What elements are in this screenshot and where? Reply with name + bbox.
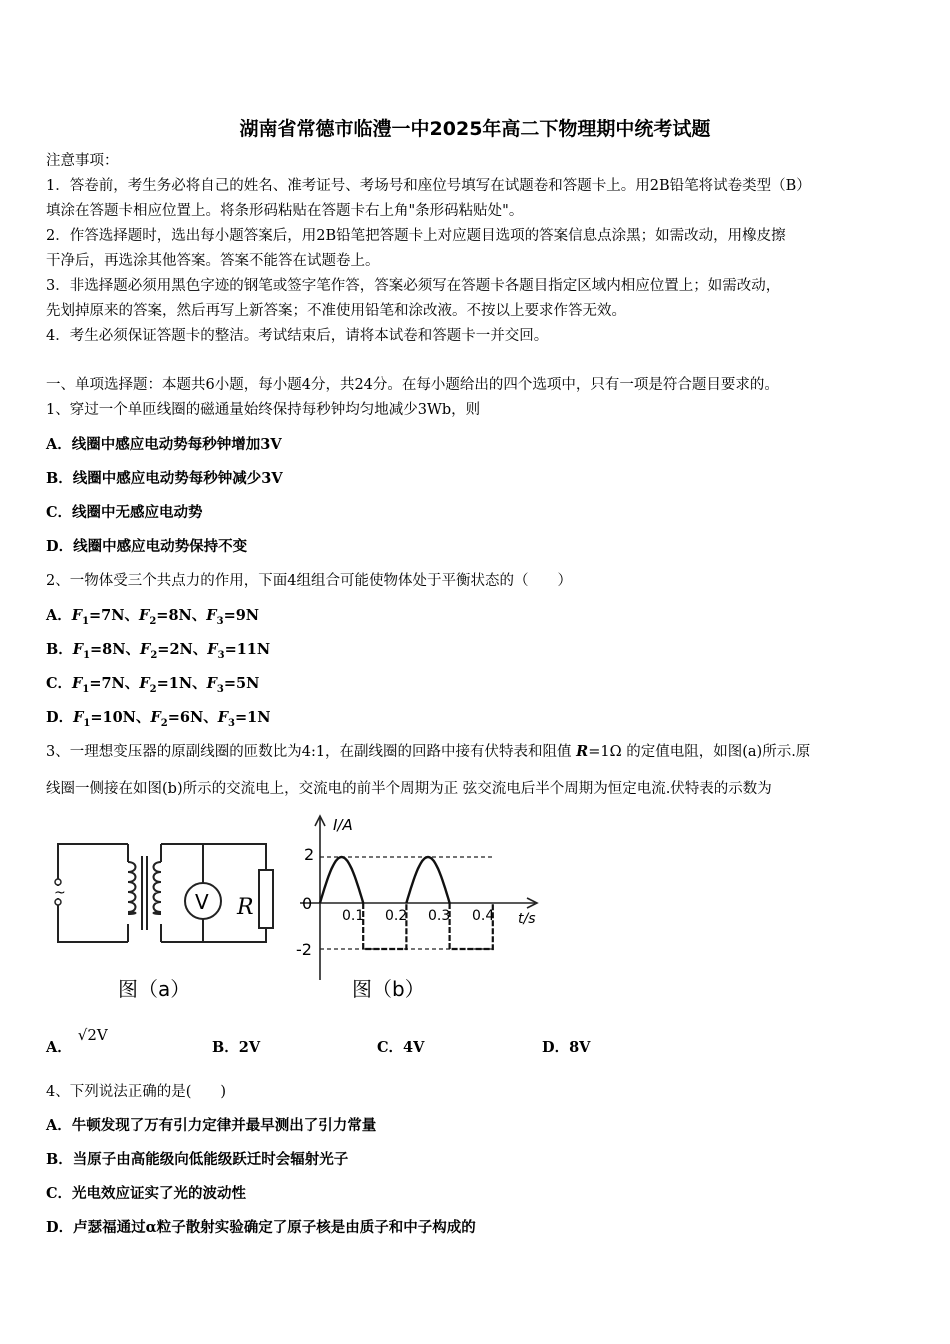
x-tick-label: 0.3 bbox=[428, 908, 451, 924]
q3-option-c: C．4V bbox=[377, 1039, 425, 1056]
q1-stem: 1、穿过一个单匝线圈的磁通量始终保持每秒钟均匀地减少3Wb，则 bbox=[46, 402, 481, 418]
q4-stem: 4、下列说法正确的是( ) bbox=[46, 1084, 227, 1100]
q2-option-d: D．$F_1=10N$、$F_2=6N$、$F_3=1N$ bbox=[46, 709, 271, 729]
q1-option-c: C．线圈中无感应电动势 bbox=[46, 504, 203, 521]
page-title: 湖南省常德市临澧一中2025年高二下物理期中统考试题 bbox=[239, 118, 711, 140]
y-tick-label: 2 bbox=[304, 845, 315, 864]
q4-option-b: B．当原子由高能级向低能级跃迁时会辐射光子 bbox=[46, 1151, 349, 1168]
q2-option-a: A．$F_1=7N$、$F_2=8N$、$F_3=9N$ bbox=[46, 607, 260, 627]
q3-stem-line-2: 线圈一侧接在如图(b)所示的交流电上，交流电的前半个周期为正 弦交流电后半个周期为恒定电流.伏特表的示数为 bbox=[46, 781, 772, 797]
q2-option-c: C．$F_1=7N$、$F_2=1N$、$F_3=5N$ bbox=[46, 675, 260, 695]
y-tick-label: 0 bbox=[302, 894, 313, 913]
x-axis-label: t/s bbox=[518, 911, 536, 927]
notice-line-1: 1．答卷前，考生务必将自己的姓名、准考证号、考场号和座位号填写在试题卷和答题卡上。用2B铅笔将试卷类型（B） bbox=[46, 178, 811, 194]
notice-line-3: 2．作答选择题时，选出每小题答案后，用2B铅笔把答题卡上对应题目选项的答案信息点涂黑；如需改动，用橡皮擦 bbox=[46, 228, 786, 244]
q1-option-b: B．线圈中感应电动势每秒钟减少3V bbox=[46, 470, 283, 487]
x-tick-label: 0.2 bbox=[385, 908, 408, 924]
sine-half-wave-2 bbox=[406, 857, 449, 903]
q4-option-c: C．光电效应证实了光的波动性 bbox=[46, 1185, 247, 1202]
q3-option-a: A．√2V bbox=[46, 1026, 108, 1056]
notice-line-7: 4．考生必须保证答题卡的整洁。考试结束后，请将本试卷和答题卡一并交回。 bbox=[46, 328, 549, 344]
q2-option-b: B．$F_1=8N$、$F_2=2N$、$F_3=11N$ bbox=[46, 641, 271, 661]
q1-option-d: D．线圈中感应电动势保持不变 bbox=[46, 538, 248, 555]
y-tick-label: -2 bbox=[296, 940, 312, 959]
figure-b-graph bbox=[290, 808, 550, 1008]
sine-half-wave-0 bbox=[320, 857, 363, 903]
q4-option-d: D．卢瑟福通过α粒子散射实验确定了原子核是由质子和中子构成的 bbox=[46, 1219, 476, 1236]
q1-option-a: A．线圈中感应电动势每秒钟增加3V bbox=[46, 436, 282, 453]
voltmeter-label: V bbox=[195, 890, 209, 914]
notice-heading: 注意事项： bbox=[46, 153, 119, 169]
x-tick-label: 0.1 bbox=[342, 908, 365, 924]
notice-line-5: 3．非选择题必须用黑色字迹的钢笔或签字笔作答，答案必须写在答题卡各题目指定区域内相应位置上；如需改动， bbox=[46, 278, 781, 294]
x-tick-label: 0.4 bbox=[472, 908, 495, 924]
figure-a-circuit bbox=[50, 820, 280, 1005]
q3-option-b: B．2V bbox=[212, 1039, 261, 1056]
notice-line-4: 干净后，再选涂其他答案。答案不能答在试题卷上。 bbox=[46, 253, 380, 269]
notice-line-2: 填涂在答题卡相应位置上。将条形码粘贴在答题卡右上角"条形码粘贴处"。 bbox=[46, 203, 524, 219]
y-axis-label: I/A bbox=[333, 816, 353, 834]
notice-line-6: 先划掉原来的答案，然后再写上新答案；不准使用铅笔和涂改液。不按以上要求作答无效。 bbox=[46, 303, 626, 319]
q3-stem-line-1: 3、一理想变压器的原副线圈的匝数比为4:1，在副线圈的回路中接有伏特表和阻值 R=1Ω 的定值电阻，如图(a)所示.原 bbox=[46, 743, 811, 760]
q2-stem: 2、一物体受三个共点力的作用，下面4组组合可能使物体处于平衡状态的（ ） bbox=[46, 573, 572, 589]
figure-b-caption: 图（b） bbox=[352, 977, 425, 1001]
figure-a-caption: 图（a） bbox=[118, 977, 191, 1001]
section-heading: 一、单项选择题：本题共6小题，每小题4分，共24分。在每小题给出的四个选项中，只有一项是符合题目要求的。 bbox=[46, 377, 779, 393]
resistor-label: R bbox=[237, 895, 254, 920]
ac-source-symbol: ~ bbox=[54, 885, 66, 901]
q3-option-d: D．8V bbox=[542, 1039, 591, 1056]
q4-option-a: A．牛顿发现了万有引力定律并最早测出了引力常量 bbox=[46, 1117, 377, 1134]
